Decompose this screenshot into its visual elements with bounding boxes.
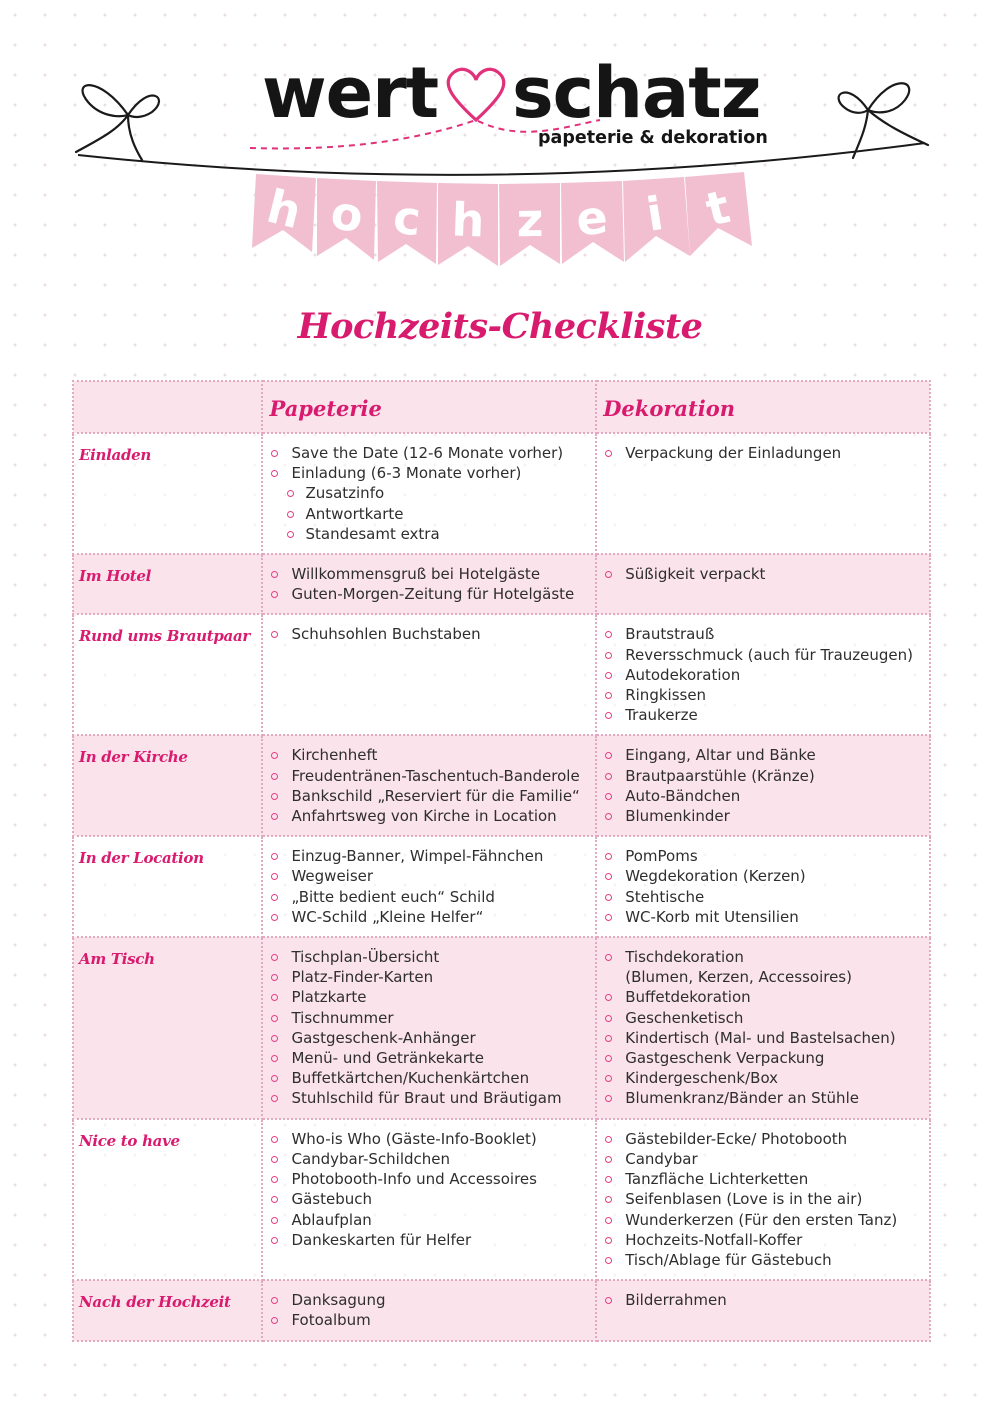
list-item: Tischnummer (269, 1008, 595, 1028)
list-item: WC-Korb mit Utensilien (603, 907, 929, 927)
header (0, 0, 1000, 300)
cell-dekoration (596, 1119, 930, 1280)
table-row (73, 937, 930, 1119)
right-bow-icon (839, 83, 928, 158)
papeterie-list (263, 555, 595, 613)
list-item: Auto-Bändchen (603, 786, 929, 806)
list-item: Tisch/Ablage für Gästebuch (603, 1250, 929, 1270)
row-label: Rund ums Brautpaar (73, 614, 262, 735)
list-item: Platz-Finder-Karten (269, 967, 595, 987)
list-item: Kirchenheft (269, 745, 595, 765)
list-item: PomPoms (603, 846, 929, 866)
garland-illustration (0, 0, 1000, 300)
cell-dekoration (596, 554, 930, 614)
cell-papeterie (262, 1280, 596, 1340)
column-header-dekoration: Dekoration (596, 381, 930, 433)
dekoration-list (597, 615, 929, 734)
list-item: Guten-Morgen-Zeitung für Hotelgäste (269, 584, 595, 604)
list-item: Wunderkerzen (Für den ersten Tanz) (603, 1210, 929, 1230)
list-item: Standesamt extra (269, 524, 595, 544)
cell-dekoration (596, 614, 930, 735)
list-item: Zusatzinfo (269, 483, 595, 503)
list-item: Gästebuch (269, 1189, 595, 1209)
pennant-letter: c (391, 189, 424, 247)
logo-tagline: papeterie & dekoration (538, 128, 768, 148)
list-item: Wegdekoration (Kerzen) (603, 866, 929, 886)
logo-word-right: schatz (512, 52, 761, 134)
list-item: Einladung (6-3 Monate vorher) (269, 463, 595, 483)
list-item: Kindergeschenk/Box (603, 1068, 929, 1088)
list-item: Dankeskarten für Helfer (269, 1230, 595, 1250)
cell-papeterie (262, 735, 596, 836)
list-item: Willkommensgruß bei Hotelgäste (269, 564, 595, 584)
papeterie-list (263, 615, 595, 653)
list-item: WC-Schild „Kleine Helfer“ (269, 907, 595, 927)
table-row (73, 1119, 930, 1280)
table-row (73, 836, 930, 937)
pennant-letter: h (450, 192, 486, 248)
row-label: Am Tisch (73, 937, 262, 1119)
papeterie-list (263, 434, 595, 553)
list-item: Bankschild „Reserviert für die Familie“ (269, 786, 595, 806)
dekoration-list (597, 837, 929, 936)
list-item: Candybar (603, 1149, 929, 1169)
table-row (73, 554, 930, 614)
pennant-row (252, 172, 752, 266)
cell-dekoration (596, 836, 930, 937)
list-item: Hochzeits-Notfall-Koffer (603, 1230, 929, 1250)
row-label: In der Location (73, 836, 262, 937)
cell-dekoration (596, 1280, 930, 1340)
list-item: Eingang, Altar und Bänke (603, 745, 929, 765)
pennant-letter: t (700, 179, 735, 237)
list-item: „Bitte bedient euch“ Schild (269, 887, 595, 907)
list-item: Save the Date (12-6 Monate vorher) (269, 443, 595, 463)
left-bow-icon (76, 85, 159, 160)
list-item: Blumenkranz/Bänder an Stühle (603, 1088, 929, 1108)
cell-papeterie (262, 1119, 596, 1280)
list-item: Schuhsohlen Buchstaben (269, 624, 595, 644)
table-header-row (73, 381, 930, 433)
pennant-letter: e (574, 189, 610, 247)
list-item: Tischplan-Übersicht (269, 947, 595, 967)
list-item: Verpackung der Einladungen (603, 443, 929, 463)
list-item: Gastgeschenk-Anhänger (269, 1028, 595, 1048)
list-item: Fotoalbum (269, 1310, 595, 1330)
dekoration-list (597, 434, 929, 472)
pennant-letter: z (516, 192, 544, 248)
list-item: Buffetkärtchen/Kuchenkärtchen (269, 1068, 595, 1088)
table-row (73, 1280, 930, 1340)
list-item: Gastgeschenk Verpackung (603, 1048, 929, 1068)
row-label: Im Hotel (73, 554, 262, 614)
list-item: Geschenketisch (603, 1008, 929, 1028)
table-row (73, 735, 930, 836)
page-title: Hochzeits-Checkliste (297, 306, 703, 347)
logo-word-left: wert (262, 52, 439, 134)
list-item: Photobooth-Info und Accessoires (269, 1169, 595, 1189)
papeterie-list (263, 837, 595, 936)
papeterie-list (263, 736, 595, 835)
row-label: Einladen (73, 433, 262, 554)
list-item: Freudentränen-Taschentuch-Banderole (269, 766, 595, 786)
cell-papeterie (262, 554, 596, 614)
list-item: Stehtische (603, 887, 929, 907)
cell-papeterie (262, 836, 596, 937)
row-label: In der Kirche (73, 735, 262, 836)
list-item: Blumenkinder (603, 806, 929, 826)
papeterie-list (263, 938, 595, 1118)
header-empty-cell (73, 381, 262, 433)
papeterie-list (263, 1281, 595, 1339)
row-label: Nach der Hochzeit (73, 1280, 262, 1340)
list-item: Buffetdekoration (603, 987, 929, 1007)
dekoration-list (597, 1120, 929, 1279)
list-item: Platzkarte (269, 987, 595, 1007)
list-item: Danksagung (269, 1290, 595, 1310)
list-item: Antwortkarte (269, 504, 595, 524)
list-item: Candybar-Schildchen (269, 1149, 595, 1169)
list-item: Kindertisch (Mal- und Bastelsachen) (603, 1028, 929, 1048)
table-row (73, 433, 930, 554)
list-item: Seifenblasen (Love is in the air) (603, 1189, 929, 1209)
list-item: Bilderrahmen (603, 1290, 929, 1310)
cell-papeterie (262, 433, 596, 554)
list-item: Menü- und Getränkekarte (269, 1048, 595, 1068)
checklist-table (72, 380, 931, 1342)
list-item: Tanzfläche Lichterketten (603, 1169, 929, 1189)
pennant-letter: i (642, 186, 667, 242)
dekoration-list (597, 736, 929, 835)
cell-papeterie (262, 937, 596, 1119)
cell-dekoration (596, 433, 930, 554)
list-item: (Blumen, Kerzen, Accessoires) (625, 968, 852, 987)
list-item: Süßigkeit verpackt (603, 564, 929, 584)
list-item: Who-is Who (Gäste-Info-Booklet) (269, 1129, 595, 1149)
list-item: Gästebilder-Ecke/ Photobooth (603, 1129, 929, 1149)
dekoration-list (597, 1281, 929, 1319)
list-item: Ringkissen (603, 685, 929, 705)
list-item: Brautpaarstühle (Kränze) (603, 766, 929, 786)
list-item: Anfahrtsweg von Kirche in Location (269, 806, 595, 826)
list-item: Brautstrauß (603, 624, 929, 644)
cell-papeterie (262, 614, 596, 735)
list-item: Traukerze (603, 705, 929, 725)
pennant-letter: o (327, 184, 367, 244)
cell-dekoration (596, 735, 930, 836)
list-item: Tischdekoration (603, 947, 929, 967)
column-header-papeterie: Papeterie (262, 381, 596, 433)
dekoration-list (597, 555, 929, 593)
dekoration-list (597, 938, 929, 1118)
list-item: Ablaufplan (269, 1210, 595, 1230)
garland-string-icon (78, 143, 925, 175)
list-item: Einzug-Banner, Wimpel-Fähnchen (269, 846, 595, 866)
row-label: Nice to have (73, 1119, 262, 1280)
pennant-letter: h (261, 178, 307, 240)
cell-dekoration (596, 937, 930, 1119)
table-row (73, 614, 930, 735)
list-item: Stuhlschild für Braut und Bräutigam (269, 1088, 595, 1108)
list-item: Autodekoration (603, 665, 929, 685)
list-item: Reversschmuck (auch für Trauzeugen) (603, 645, 929, 665)
papeterie-list (263, 1120, 595, 1259)
list-item: Wegweiser (269, 866, 595, 886)
